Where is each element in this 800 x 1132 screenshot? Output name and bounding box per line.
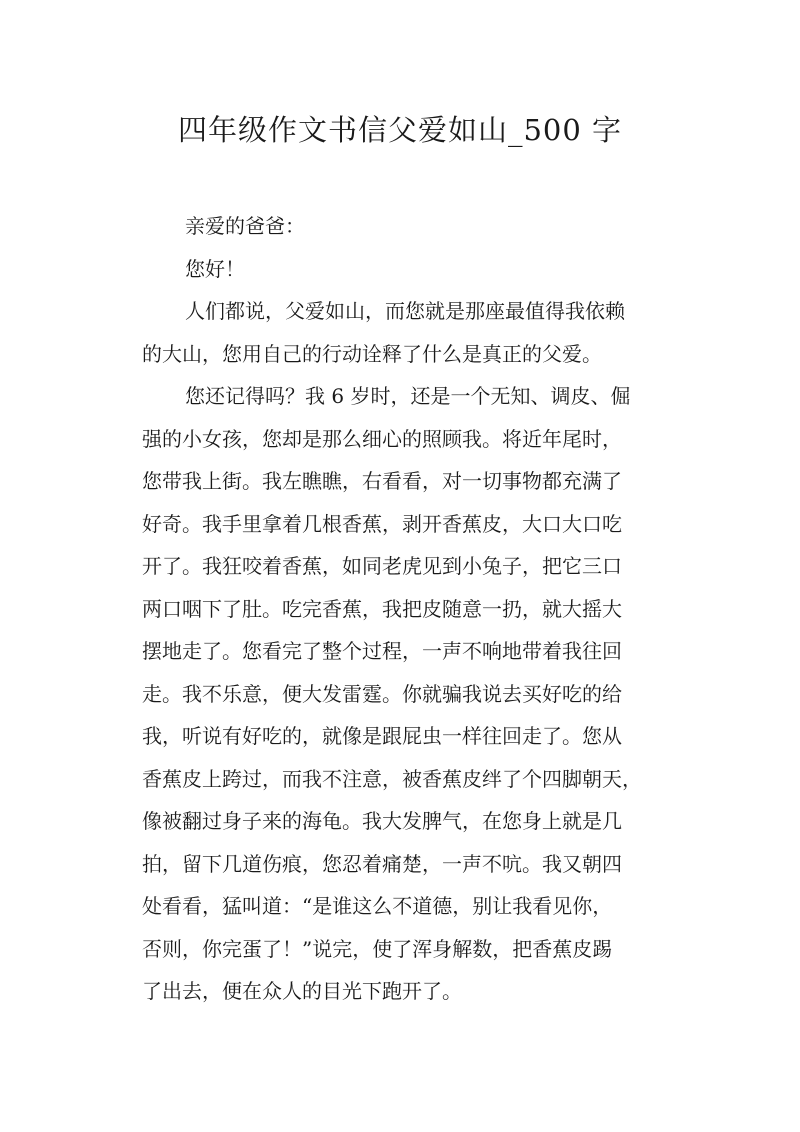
paragraph-1: [142, 290, 658, 375]
text-line: 的大山，您用自己的行动诠释了什么是真正的父爱。: [142, 341, 602, 366]
text-line: 了出去，便在众人的目光下跑开了。: [142, 979, 462, 1003]
text-line: 强的小女孩，您却是那么细心的照顾我。将近年尾时，: [142, 426, 622, 451]
text-line: 处看看，猛叫道：“是谁这么不道德，别让我看见你，: [142, 894, 613, 918]
document-title: 四年级作文书信父爱如山_500 字: [177, 113, 623, 147]
salutation: 亲爱的爸爸：: [185, 214, 305, 238]
text-line: 您带我上街。我左瞧瞧，右看看，对一切事物都充满了: [142, 469, 622, 493]
text-line: 两口咽下了肚。吃完香蕉，我把皮随意一扔，就大摇大: [142, 596, 622, 621]
text-line: 香蕉皮上跨过，而我不注意，被香蕉皮绊了个四脚朝天，: [142, 766, 642, 791]
text-line: 您还记得吗？我 6 岁时，还是一个无知、调皮、倔: [185, 384, 631, 408]
text-line: 走。我不乐意，便大发雷霆。你就骗我说去买好吃的给: [142, 681, 622, 706]
text-line: 摆地走了。您看完了整个过程，一声不响地带着我往回: [142, 639, 622, 663]
text-line: 像被翻过身子来的海龟。我大发脾气，在您身上就是几: [142, 809, 622, 833]
text-line: 人们都说，父爱如山，而您就是那座最值得我依赖: [185, 299, 625, 323]
text-line: 拍，留下几道伤痕，您忍着痛楚，一声不吭。我又朝四: [142, 851, 622, 876]
text-line: 好奇。我手里拿着几根香蕉，剥开香蕉皮，大口大口吃: [142, 511, 622, 536]
text-line: 否则，你完蛋了！”说完，使了浑身解数，把香蕉皮踢: [142, 936, 613, 961]
greeting: 您好！: [185, 256, 245, 281]
paragraph-2: [142, 375, 658, 1013]
text-line: 我，听说有好吃的，就像是跟屁虫一样往回走了。您从: [142, 724, 622, 748]
text-line: 开了。我狂咬着香蕉，如同老虎见到小兔子，把它三口: [142, 554, 622, 578]
letter-body: [142, 205, 658, 1013]
